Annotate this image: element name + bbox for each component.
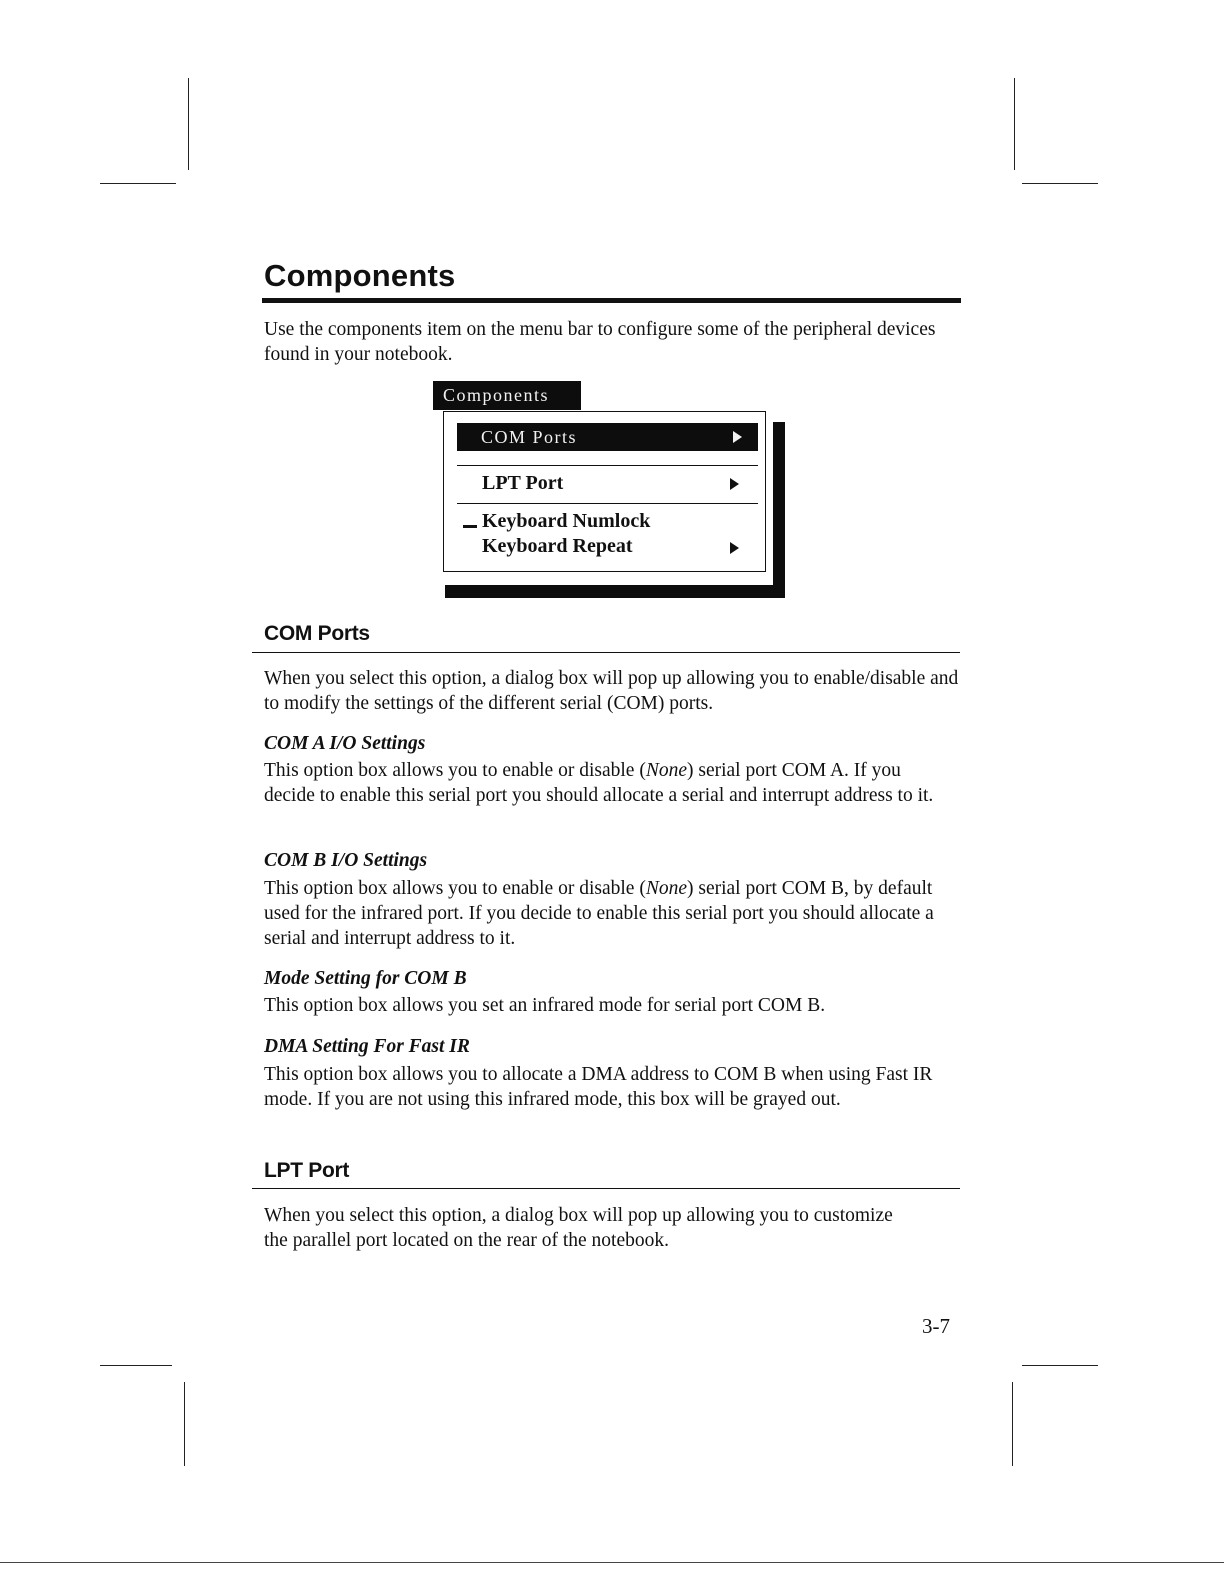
section-rule (252, 1188, 960, 1189)
crop-mark (100, 183, 176, 184)
menu-item-com-ports[interactable] (457, 423, 758, 451)
menu-shadow (773, 422, 785, 598)
com-ports-text: When you select this option, a dialog box will pop up allowing you to enable/disable and to modify the settings of the different serial (COM) ports. (264, 668, 959, 714)
menu-item-lpt-port[interactable] (482, 470, 563, 496)
toggle-dash-icon (463, 525, 477, 528)
submenu-arrow-icon (733, 431, 742, 443)
page-title: Components (264, 258, 456, 293)
mode-setting-text: This option box allows you set an infrared mode for serial port COM B. (264, 995, 826, 1016)
subheading-com-b: COM B I/O Settings (264, 850, 428, 871)
subheading-com-a: COM A I/O Settings (264, 733, 426, 754)
crop-mark (188, 78, 189, 170)
com-a-text: This option box allows you to enable or disable (None) serial port COM A. If you decide to enable this serial port you should allocate a serial and interrupt address to it. (264, 760, 934, 806)
com-b-text: This option box allows you to enable or disable (None) serial port COM B, by default used for the infrared port. If you decide to enable this serial port you should allocate a serial and interrupt address to it. (264, 878, 934, 949)
title-rule (262, 298, 961, 303)
dma-setting-text: This option box allows you to allocate a DMA address to COM B when using Fast IR mode. If you are not using this infrared mode, this box will be grayed out. (264, 1064, 933, 1110)
crop-mark (1014, 78, 1015, 170)
page-number: 3-7 (922, 1314, 950, 1338)
lpt-port-text: When you select this option, a dialog box will pop up allowing you to customize the parallel port located on the rear of the notebook. (264, 1205, 893, 1251)
menu-item-label: Keyboard Numlock (482, 510, 651, 532)
section-rule (252, 652, 960, 653)
section-title-com-ports: COM Ports (264, 622, 370, 645)
subheading-dma-setting: DMA Setting For Fast IR (264, 1036, 470, 1057)
menu-title[interactable]: Components (433, 381, 581, 410)
submenu-arrow-icon (730, 478, 739, 490)
crop-mark (1022, 1365, 1098, 1366)
menu-item-label: LPT Port (482, 472, 564, 494)
menu-item-label: Keyboard Repeat (482, 535, 633, 557)
menu-item-label: COM Ports (481, 427, 578, 447)
crop-mark (184, 1382, 185, 1466)
menu-shadow (445, 585, 785, 598)
bottom-rule (0, 1562, 1224, 1563)
menu-item-keyboard-numlock[interactable] (482, 508, 650, 534)
section-title-lpt-port: LPT Port (264, 1159, 350, 1182)
crop-mark (1012, 1382, 1013, 1466)
intro-text: Use the components item on the menu bar to configure some of the peripheral devices found in your notebook. (264, 319, 936, 365)
crop-mark (100, 1365, 172, 1366)
subheading-mode-setting: Mode Setting for COM B (264, 968, 467, 989)
crop-mark (1022, 183, 1098, 184)
menu-item-keyboard-repeat[interactable] (482, 533, 633, 559)
menu-separator (457, 503, 758, 504)
submenu-arrow-icon (730, 542, 739, 554)
menu-separator (457, 465, 758, 466)
